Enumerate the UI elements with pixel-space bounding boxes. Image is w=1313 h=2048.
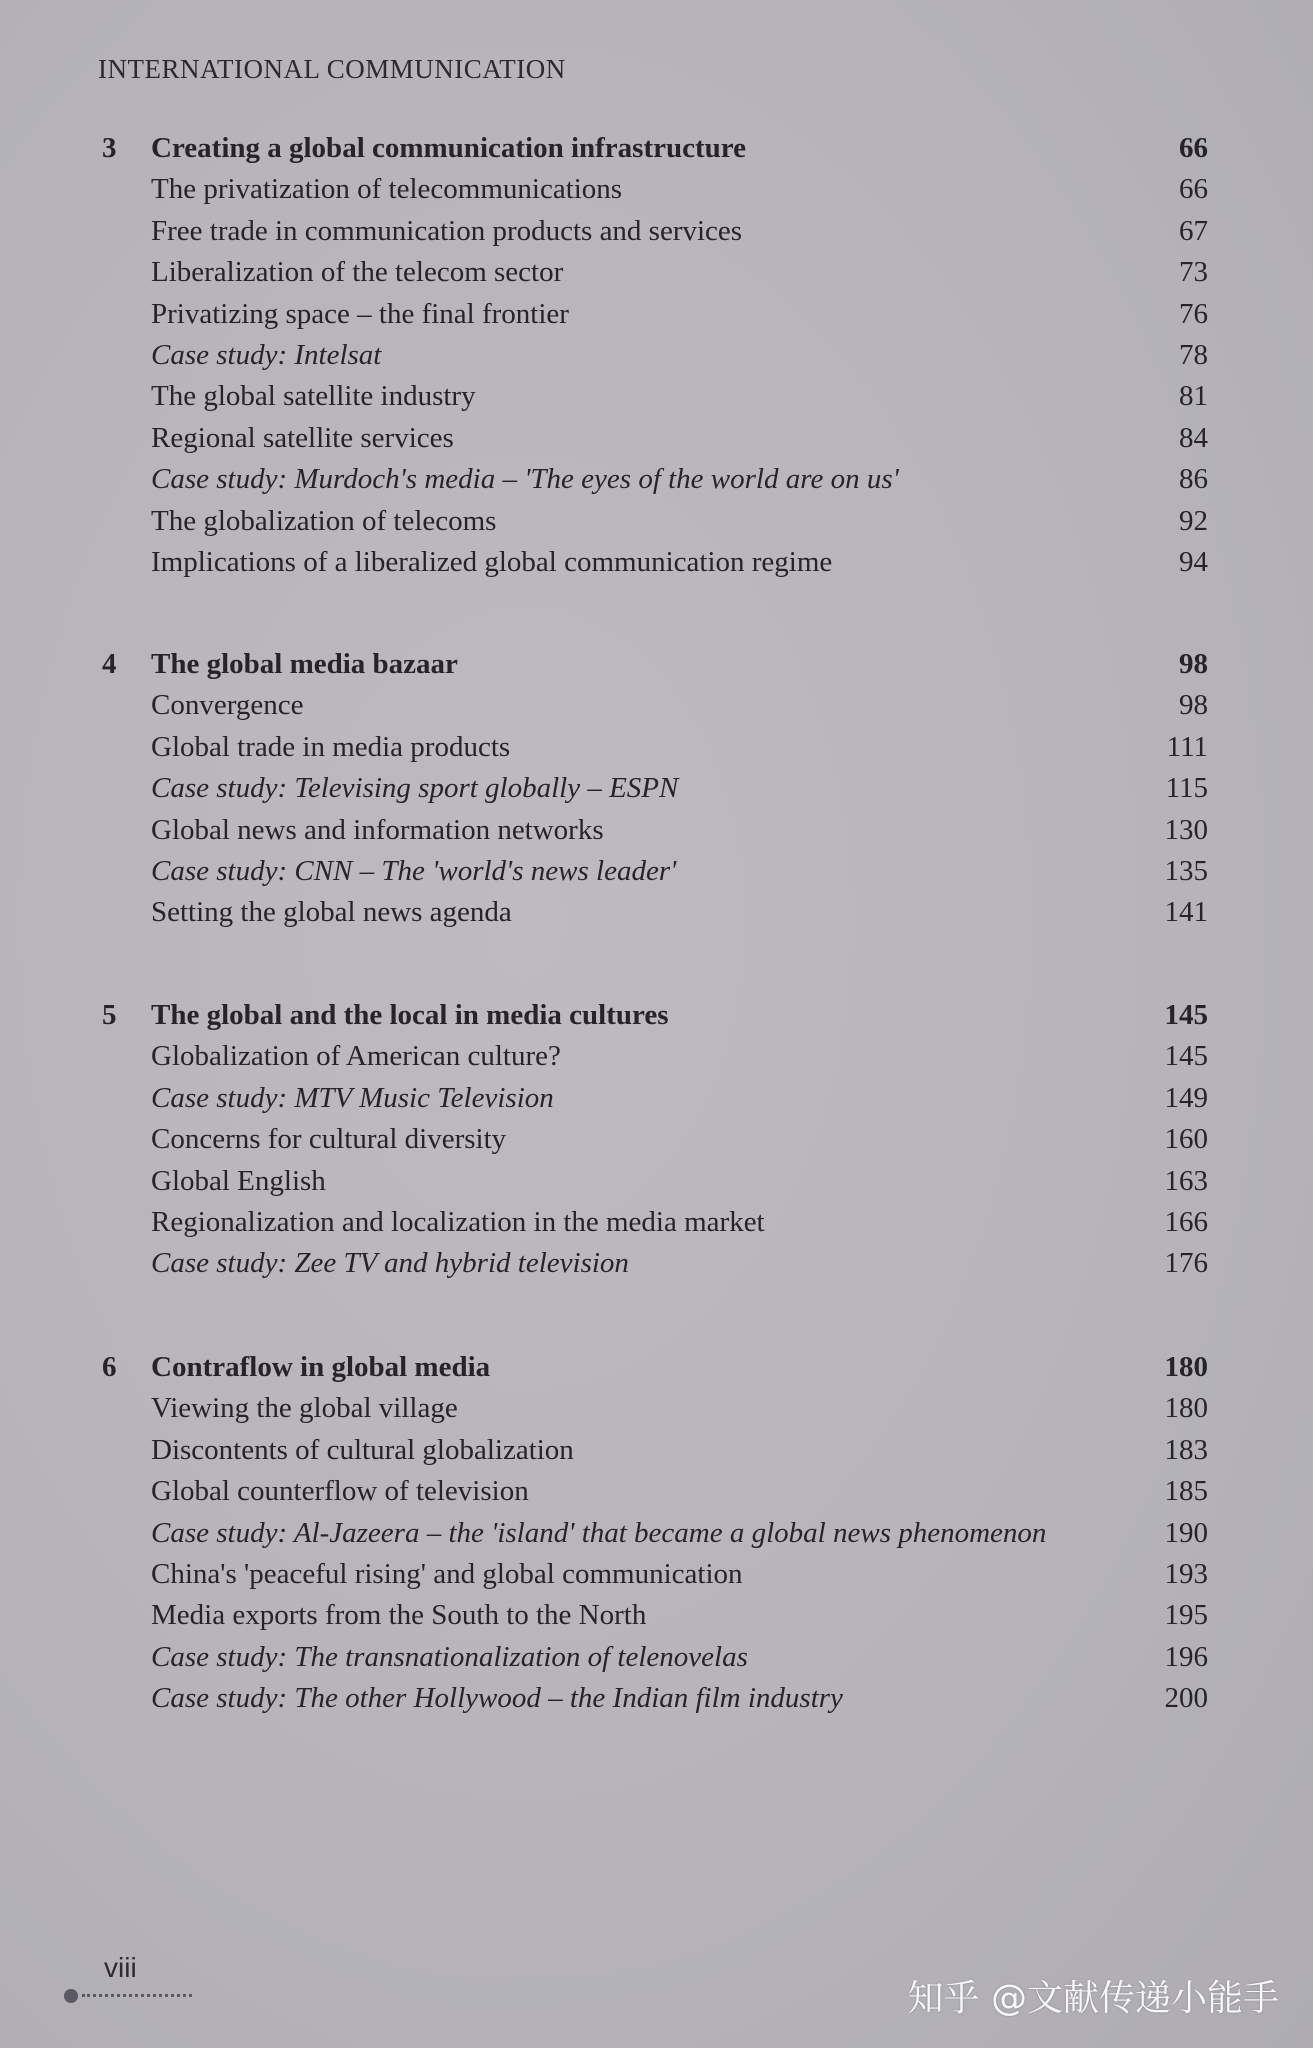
- toc-entry: [0, 1429, 1313, 1471]
- entry-page-number: 145: [1164, 1040, 1208, 1073]
- page-folio: viii: [104, 1952, 137, 1983]
- entry-title: Privatizing space – the final frontier: [151, 297, 569, 330]
- chapter-title: Contraflow in global media: [151, 1351, 491, 1383]
- entry-title: Global counterflow of television: [151, 1475, 529, 1508]
- toc-entry: [0, 726, 1313, 768]
- toc-entry: [0, 1594, 1313, 1636]
- entry-title: Case study: Zee TV and hybrid television: [151, 1247, 629, 1280]
- toc-entry: [0, 293, 1313, 335]
- folio-dot-icon: [64, 1989, 78, 2003]
- toc-case-study-entry: [0, 1636, 1313, 1678]
- chapter-number: 5: [102, 999, 117, 1031]
- entry-title: Case study: Murdoch's media – 'The eyes of the world are on us': [151, 463, 899, 496]
- toc-entry: [0, 541, 1313, 583]
- chapter-heading: [0, 1346, 1313, 1388]
- entry-title: The privatization of telecommunications: [151, 173, 623, 206]
- chapter-page-number: 180: [1164, 1351, 1208, 1383]
- entry-title: Global news and information networks: [151, 813, 604, 846]
- entry-title: Media exports from the South to the North: [151, 1599, 647, 1632]
- watermark: 知乎 @文献传递小能手: [907, 1978, 1279, 2019]
- chapter-number: 3: [102, 132, 117, 164]
- chapter-page-number: 98: [1179, 648, 1208, 680]
- chapter-title: The global media bazaar: [151, 648, 458, 680]
- toc-case-study-entry: [0, 767, 1313, 809]
- entry-title: Case study: CNN – The 'world's news leader': [151, 855, 677, 887]
- entry-page-number: 98: [1179, 689, 1208, 722]
- chapter-page-number: 145: [1164, 999, 1208, 1031]
- entry-title: Case study: MTV Music Television: [151, 1081, 554, 1114]
- entry-page-number: 73: [1179, 256, 1208, 289]
- entry-title: Viewing the global village: [151, 1392, 458, 1425]
- entry-title: Regionalization and localization in the media market: [151, 1206, 765, 1238]
- entry-page-number: 160: [1164, 1123, 1208, 1156]
- entry-title: Concerns for cultural diversity: [151, 1123, 507, 1156]
- entry-title: Case study: Al-Jazeera – the 'island' that became a global news phenomenon: [151, 1516, 1047, 1549]
- entry-page-number: 149: [1164, 1081, 1208, 1114]
- toc-case-study-entry: [0, 1242, 1313, 1284]
- toc-case-study-entry: [0, 1512, 1313, 1554]
- entry-title: The globalization of telecoms: [151, 504, 497, 537]
- toc-case-study-entry: [0, 1677, 1313, 1719]
- entry-page-number: 190: [1164, 1516, 1208, 1549]
- entry-title: The global satellite industry: [151, 380, 476, 413]
- toc-entry: [0, 168, 1313, 210]
- entry-page-number: 195: [1164, 1599, 1208, 1632]
- entry-page-number: 166: [1164, 1206, 1208, 1238]
- entry-page-number: 196: [1164, 1640, 1208, 1673]
- toc-entry: [0, 251, 1313, 293]
- toc-entry: [0, 1201, 1313, 1243]
- toc-entry: [0, 891, 1313, 933]
- entry-page-number: 183: [1164, 1433, 1208, 1466]
- folio-dotted-line: [82, 1994, 192, 1997]
- chapter-heading: [0, 127, 1313, 169]
- chapter-number: 6: [102, 1351, 117, 1383]
- entry-page-number: 76: [1179, 297, 1208, 330]
- toc-entry: [0, 210, 1313, 252]
- entry-title: Case study: The other Hollywood – the Indian film industry: [151, 1682, 843, 1715]
- entry-page-number: 94: [1179, 546, 1208, 578]
- chapter-page-number: 66: [1179, 132, 1208, 164]
- entry-title: Global English: [151, 1164, 326, 1197]
- entry-page-number: 84: [1179, 421, 1208, 454]
- chapter-number: 4: [102, 648, 117, 680]
- toc-case-study-entry: [0, 334, 1313, 376]
- entry-page-number: 67: [1179, 214, 1208, 247]
- chapter-heading: [0, 643, 1313, 685]
- chapter-title: The global and the local in media cultures: [151, 999, 669, 1031]
- toc-case-study-entry: [0, 1077, 1313, 1119]
- entry-title: Globalization of American culture?: [151, 1040, 561, 1073]
- entry-title: Free trade in communication products and services: [151, 214, 743, 247]
- entry-page-number: 180: [1164, 1392, 1208, 1425]
- entry-title: Global trade in media products: [151, 730, 511, 763]
- chapter-title: Creating a global communication infrastructure: [151, 132, 746, 164]
- toc-entry: [0, 1470, 1313, 1512]
- entry-title: Case study: Televising sport globally – ESPN: [151, 772, 679, 805]
- entry-page-number: 115: [1165, 772, 1208, 805]
- entry-page-number: 81: [1179, 380, 1208, 413]
- toc-entry: [0, 500, 1313, 542]
- entry-title: Liberalization of the telecom sector: [151, 256, 564, 289]
- entry-title: Implications of a liberalized global communication regime: [151, 546, 833, 578]
- toc-entry: [0, 684, 1313, 726]
- entry-page-number: 193: [1164, 1558, 1208, 1590]
- toc-entry: [0, 375, 1313, 417]
- toc-case-study-entry: [0, 458, 1313, 500]
- entry-page-number: 92: [1179, 504, 1208, 537]
- entry-page-number: 200: [1164, 1682, 1208, 1715]
- toc-case-study-entry: [0, 850, 1313, 892]
- entry-page-number: 66: [1179, 173, 1208, 206]
- running-head: INTERNATIONAL COMMUNICATION: [98, 54, 566, 84]
- entry-page-number: 135: [1164, 855, 1208, 887]
- entry-page-number: 163: [1164, 1164, 1208, 1197]
- entry-page-number: 185: [1164, 1475, 1208, 1508]
- entry-title: Setting the global news agenda: [151, 896, 512, 929]
- entry-page-number: 78: [1179, 339, 1208, 371]
- entry-title: China's 'peaceful rising' and global communication: [151, 1558, 743, 1590]
- folio-ornament: [64, 1989, 194, 2001]
- toc-entry: [0, 1118, 1313, 1160]
- chapter-heading: [0, 994, 1313, 1036]
- toc-entry: [0, 1160, 1313, 1202]
- toc-entry: [0, 1553, 1313, 1595]
- entry-page-number: 176: [1164, 1247, 1208, 1280]
- entry-page-number: 111: [1166, 730, 1208, 763]
- entry-title: Case study: The transnationalization of telenovelas: [151, 1640, 748, 1673]
- entry-page-number: 86: [1179, 463, 1208, 496]
- toc-entry: [0, 417, 1313, 459]
- entry-page-number: 141: [1164, 896, 1208, 929]
- entry-title: Discontents of cultural globalization: [151, 1433, 574, 1466]
- entry-page-number: 130: [1164, 813, 1208, 846]
- toc-entry: [0, 1387, 1313, 1429]
- toc-entry: [0, 809, 1313, 851]
- entry-title: Case study: Intelsat: [151, 339, 382, 371]
- entry-title: Regional satellite services: [151, 421, 454, 454]
- toc-entry: [0, 1035, 1313, 1077]
- entry-title: Convergence: [151, 689, 304, 722]
